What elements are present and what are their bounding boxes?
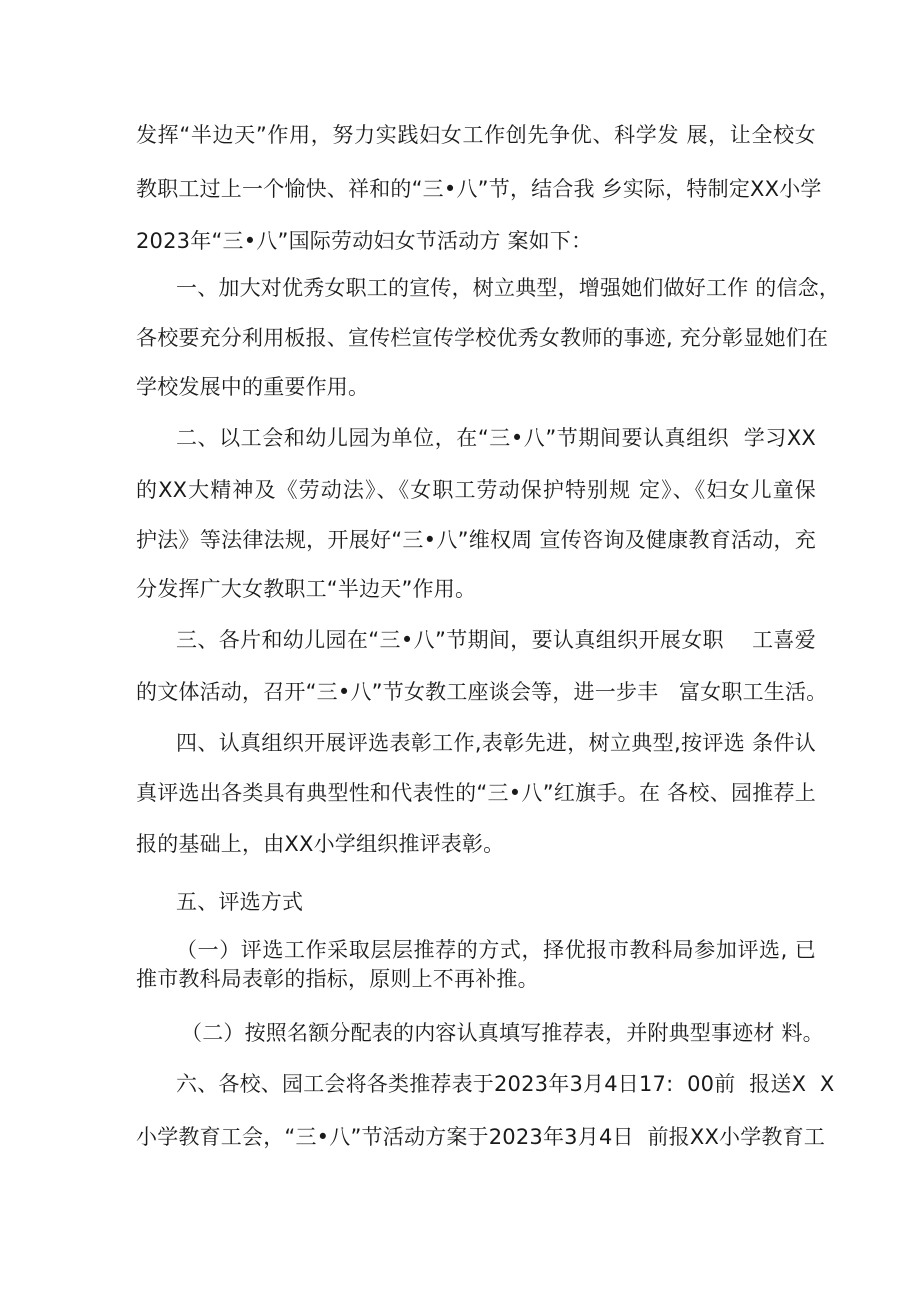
paragraph-line: 四、认真组织开展评选表彰工作,表彰先进，树立典型,按评选 条件认 [176, 731, 816, 755]
paragraph-line: 各校要充分利用板报、宣传栏宣传学校优秀女教师的事迹, 充分彰显她们在 [136, 326, 829, 350]
paragraph-line: 学校发展中的重要作用。 [136, 375, 370, 399]
paragraph-line: 三、各片和幼儿园在“三•八”节期间，要认真组织开展女职 工喜爱 [176, 628, 816, 652]
paragraph-line: 的XX大精神及《劳动法》、《女职工劳动保护特别规 定》、《妇女儿童保 [136, 478, 816, 502]
paragraph-line: 二、以工会和幼儿园为单位，在“三•八”节期间要认真组织 学习XX [176, 426, 816, 450]
paragraph-line: 的文体活动，召开“三•八”节女教工座谈会等，进一步丰 富女职工生活。 [136, 680, 828, 704]
paragraph-line: 护法》等法律法规，开展好“三•八”维权周 宣传咨询及健康教育活动，充 [136, 528, 816, 552]
paragraph-line: （一）评选工作采取层层推荐的方式，择优报市教科局参加评选, 已 [176, 938, 816, 962]
paragraph-line: （二）按照名额分配表的内容认真填写推荐表，并附典型事迹材 料。 [181, 1021, 824, 1045]
paragraph-line: 报的基础上，由XX小学组织推评表彰。 [136, 832, 505, 856]
paragraph-line: 2023年“三•八”国际劳动妇女节活动方 案如下： [136, 229, 593, 253]
paragraph-line: 一、加大对优秀女职工的宣传，树立典型，增强她们做好工作 的信念， [176, 276, 841, 300]
paragraph-line: 六、各校、园工会将各类推荐表于2023年3月4日17: 00前 报送X X [176, 1072, 835, 1096]
paragraph-line: 推市教科局表彰的指标，原则上不再补推。 [136, 967, 539, 991]
paragraph-line: 小学教育工会，“三•八”节活动方案于2023年3月4日 前报XX小学教育工 [136, 1125, 826, 1149]
paragraph-line: 分发挥广大女教职工“半边天”作用。 [136, 577, 477, 601]
paragraph-line: 发挥“半边天”作用，努力实践妇女工作创先争优、科学发 展，让全校女 [136, 123, 816, 147]
paragraph-line: 真评选出各类具有典型性和代表性的“三•八”红旗手。在 各校、园推荐上 [136, 781, 816, 805]
paragraph-line: 教职工过上一个愉快、祥和的“三•八”节，结合我 乡实际，特制定XX小学 [136, 177, 822, 201]
section-heading: 五、评选方式 [176, 890, 304, 914]
